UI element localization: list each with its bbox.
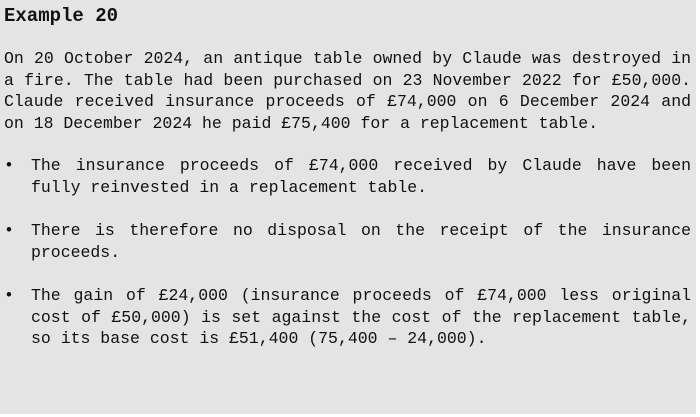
bullet-text: The insurance proceeds of £74,000 received by Claude have been fully reinvested in a replacement table. <box>31 156 691 197</box>
bullet-text: There is therefore no disposal on the receipt of the insurance proceeds. <box>31 221 691 262</box>
bullet-icon: • <box>4 286 14 305</box>
bullet-item <box>4 155 691 198</box>
bullet-item <box>4 285 691 350</box>
bullet-item <box>4 220 691 263</box>
bullet-list <box>4 155 691 350</box>
bullet-icon: • <box>4 156 14 175</box>
bullet-icon: • <box>4 221 14 240</box>
example-heading: Example 20 <box>4 5 119 27</box>
bullet-text: The gain of £24,000 (insurance proceeds of £74,000 less original cost of £50,000) is set against the cost of the replacement table, so its base cost is £51,400 (75,400 – 24,000). <box>31 286 691 348</box>
intro-paragraph: On 20 October 2024, an antique table owned by Claude was destroyed in a fire. The table had been purchased on 23 November 2022 for £50,000. Claude received insurance proceeds of £74,000 on 6 December 2024 and on 18 December 2024 he paid £75,400 for a replacement table. <box>4 49 691 133</box>
